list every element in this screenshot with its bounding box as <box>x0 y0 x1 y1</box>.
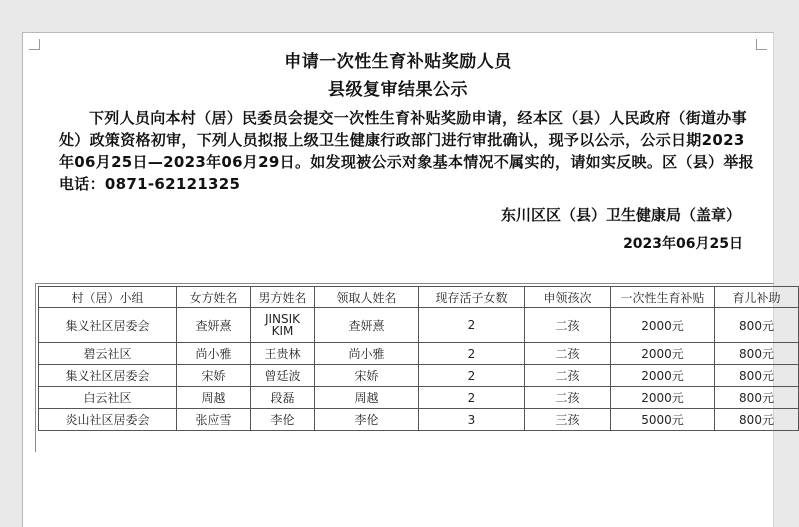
header-children-count: 现存活子女数 <box>419 287 525 308</box>
cell-recipient-name: 宋娇 <box>315 365 419 387</box>
cell-recipient-name: 李伦 <box>315 409 419 431</box>
cell-female-name: 查妍熹 <box>177 308 251 343</box>
table-frame <box>35 283 781 452</box>
cell-childcare-subsidy: 800元 <box>715 409 799 431</box>
table-row <box>39 365 799 387</box>
table-header-row <box>39 287 799 308</box>
cell-birth-subsidy: 2000元 <box>611 343 715 365</box>
header-birth-subsidy: 一次性生育补贴 <box>611 287 715 308</box>
cell-birth-subsidy: 2000元 <box>611 365 715 387</box>
cell-childcare-subsidy: 800元 <box>715 343 799 365</box>
table-row <box>39 409 799 431</box>
notice-title: 申请一次性生育补贴奖励人员 <box>284 52 512 72</box>
cell-recipient-name: 周越 <box>315 387 419 409</box>
cell-child-order: 二孩 <box>525 365 611 387</box>
cell-children-count: 2 <box>419 308 525 343</box>
table-row <box>39 308 799 343</box>
cell-children-count: 3 <box>419 409 525 431</box>
header-recipient-name: 领取人姓名 <box>315 287 419 308</box>
table-row <box>39 343 799 365</box>
cell-village: 炎山社区居委会 <box>39 409 177 431</box>
cell-village: 集义社区居委会 <box>39 308 177 343</box>
cell-female-name: 尚小雅 <box>177 343 251 365</box>
cell-birth-subsidy: 2000元 <box>611 308 715 343</box>
notice-subtitle: 县级复审结果公示 <box>328 80 468 100</box>
header-female-name: 女方姓名 <box>177 287 251 308</box>
recipients-table <box>38 286 799 431</box>
cell-child-order: 二孩 <box>525 387 611 409</box>
cell-children-count: 2 <box>419 387 525 409</box>
cell-male-name: 王贵林 <box>251 343 315 365</box>
document-page <box>22 32 781 527</box>
header-village: 村（居）小组 <box>39 287 177 308</box>
cell-childcare-subsidy: 800元 <box>715 365 799 387</box>
cell-female-name: 张应雪 <box>177 409 251 431</box>
cell-child-order: 二孩 <box>525 308 611 343</box>
cell-recipient-name: 尚小雅 <box>315 343 419 365</box>
notice-date: 2023年06月25日 <box>623 236 743 252</box>
cell-children-count: 2 <box>419 365 525 387</box>
notice-paragraph: 下列人员向本村（居）民委员会提交一次性生育补贴奖励申请，经本区（县）人民政府（街道办事处）政策资格初审，下列人员拟报上级卫生健康行政部门进行审批确认，现予以公示，公示日期2023年06月25日—2023年06月29日。如发现被公示对象基本情况不属实的，请如实反映。区（县）举报电话：0871-62121325 <box>59 109 754 193</box>
cell-children-count: 2 <box>419 343 525 365</box>
cell-childcare-subsidy: 800元 <box>715 387 799 409</box>
cell-childcare-subsidy: 800元 <box>715 308 799 343</box>
header-child-order: 申领孩次 <box>525 287 611 308</box>
cell-female-name: 周越 <box>177 387 251 409</box>
issuer-signature: 东川区区（县）卫生健康局（盖章） <box>500 206 741 224</box>
header-male-name: 男方姓名 <box>251 287 315 308</box>
cell-child-order: 二孩 <box>525 343 611 365</box>
cell-village: 集义社区居委会 <box>39 365 177 387</box>
cell-male-name: 段磊 <box>251 387 315 409</box>
cell-village: 碧云社区 <box>39 343 177 365</box>
cell-birth-subsidy: 5000元 <box>611 409 715 431</box>
cell-male-name: 李伦 <box>251 409 315 431</box>
cell-recipient-name: 查妍熹 <box>315 308 419 343</box>
cell-male-name: JINSIK KIM <box>251 308 315 343</box>
cell-male-name: 曾廷波 <box>251 365 315 387</box>
cell-village: 白云社区 <box>39 387 177 409</box>
cell-female-name: 宋娇 <box>177 365 251 387</box>
table-row <box>39 387 799 409</box>
header-childcare-subsidy: 育儿补助 <box>715 287 799 308</box>
cell-child-order: 三孩 <box>525 409 611 431</box>
cell-birth-subsidy: 2000元 <box>611 387 715 409</box>
